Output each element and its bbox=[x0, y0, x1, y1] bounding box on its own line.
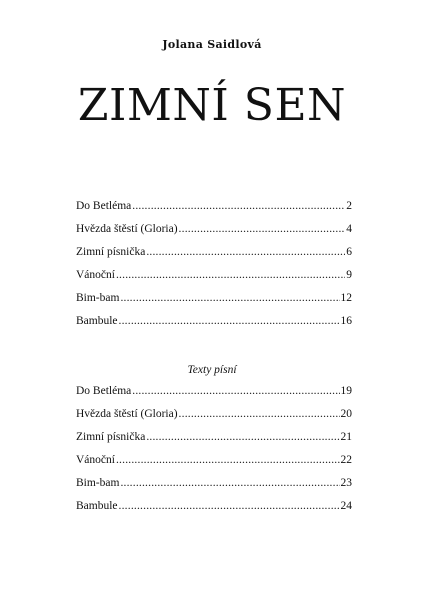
dot-leader bbox=[132, 200, 345, 212]
dot-leader bbox=[179, 223, 346, 235]
toc-entry-title: Vánoční bbox=[76, 454, 115, 466]
toc-entry-page: 12 bbox=[340, 292, 352, 304]
toc-entry bbox=[76, 454, 352, 468]
author-name: Jolana Saidlová bbox=[162, 38, 262, 51]
toc-entry-page: 23 bbox=[340, 477, 352, 489]
book-title: ZIMNÍ SEN bbox=[77, 80, 347, 131]
toc-entry-title: Bim-bam bbox=[76, 477, 120, 489]
toc-entry bbox=[76, 269, 352, 283]
toc-entry-page: 4 bbox=[346, 223, 352, 235]
toc-entry-title: Bim-bam bbox=[76, 292, 120, 304]
toc-entry bbox=[76, 315, 352, 329]
toc-entry-page: 2 bbox=[346, 200, 352, 212]
dot-leader bbox=[119, 500, 340, 512]
dot-leader bbox=[132, 385, 339, 397]
toc-entry-title: Do Betléma bbox=[76, 200, 132, 212]
toc-entry-page: 6 bbox=[346, 246, 352, 258]
dot-leader bbox=[120, 292, 339, 304]
toc-entry bbox=[76, 200, 352, 214]
toc-entry bbox=[76, 292, 352, 306]
toc-entry-page: 20 bbox=[340, 408, 352, 420]
dot-leader bbox=[116, 269, 345, 281]
toc-entry-page: 21 bbox=[340, 431, 352, 443]
toc-entry-title: Bambule bbox=[76, 500, 118, 512]
lyrics-section-heading: Texty písní bbox=[187, 364, 237, 376]
toc-entry bbox=[76, 408, 352, 422]
dot-leader bbox=[116, 454, 340, 466]
toc-entry bbox=[76, 223, 352, 237]
dot-leader bbox=[146, 246, 345, 258]
dot-leader bbox=[146, 431, 339, 443]
toc-entry bbox=[76, 500, 352, 514]
toc-entry-page: 19 bbox=[340, 385, 352, 397]
toc-entry bbox=[76, 246, 352, 260]
toc-entry-page: 22 bbox=[340, 454, 352, 466]
dot-leader bbox=[119, 315, 340, 327]
toc-entry-title: Do Betléma bbox=[76, 385, 132, 397]
dot-leader bbox=[120, 477, 339, 489]
toc-entry-page: 9 bbox=[346, 269, 352, 281]
toc-entry-title: Hvězda štěstí (Gloria) bbox=[76, 223, 178, 235]
toc-entry-title: Vánoční bbox=[76, 269, 115, 281]
toc-entry bbox=[76, 431, 352, 445]
toc-entry-title: Zimní písnička bbox=[76, 246, 146, 258]
dot-leader bbox=[179, 408, 340, 420]
toc-entry-title: Bambule bbox=[76, 315, 118, 327]
toc-entry-page: 24 bbox=[340, 500, 352, 512]
toc-entry-title: Zimní písnička bbox=[76, 431, 146, 443]
toc-entry bbox=[76, 477, 352, 491]
toc-entry-title: Hvězda štěstí (Gloria) bbox=[76, 408, 178, 420]
toc-entry-page: 16 bbox=[340, 315, 352, 327]
toc-entry bbox=[76, 385, 352, 399]
